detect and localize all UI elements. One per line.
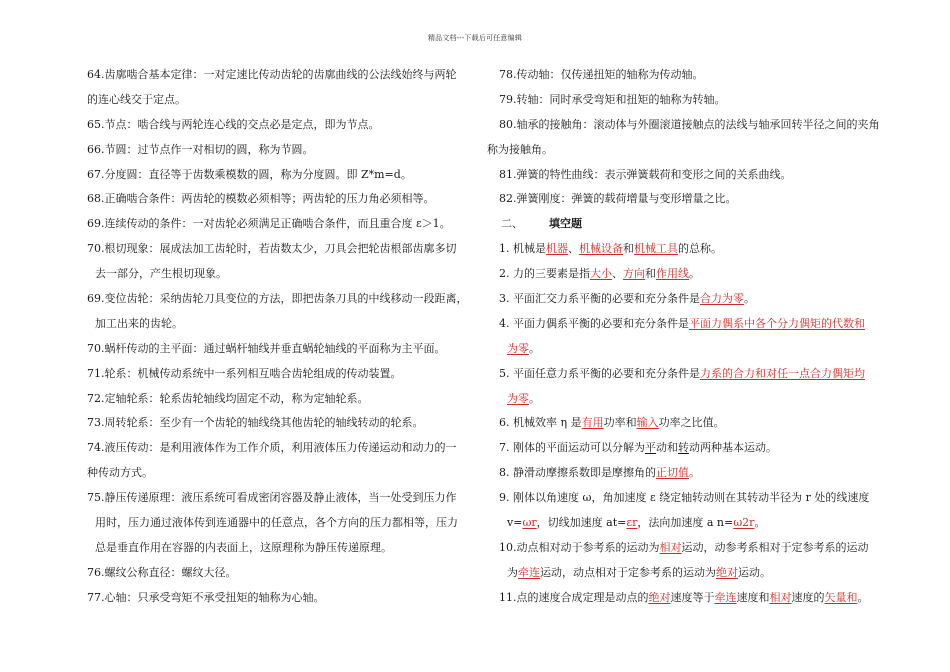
text-segment: 72.定轴轮系：轮系齿轮轴线均固定不动，称为定轴轮系。: [87, 391, 369, 405]
text-line: [87, 163, 472, 188]
text-line: [87, 362, 472, 387]
answer-blank: 有用: [581, 416, 604, 430]
answer-blank: 牵连: [714, 590, 737, 604]
text-line: [487, 411, 887, 436]
text-line: [87, 88, 472, 113]
text-line: [487, 362, 887, 387]
text-line: [487, 461, 887, 486]
text-line: [87, 337, 472, 362]
text-line: [487, 486, 887, 511]
text-segment: 速度和: [736, 590, 770, 604]
text-segment: 75.静压传递原理：液压系统可看成密闭容器及静止液体，当一处受到压力作: [87, 491, 457, 505]
text-segment: 10.动点相对动于参考系的运动为: [499, 540, 660, 554]
text-line: [87, 461, 472, 486]
right-column: [487, 63, 887, 611]
text-line: [87, 113, 472, 138]
text-segment: ，切线加速度 at=: [536, 516, 627, 530]
answer-blank: 正切值: [656, 466, 689, 480]
text-segment: 运动。: [738, 565, 771, 579]
answer-blank: 作用线: [656, 267, 689, 281]
text-segment: 。: [529, 391, 540, 405]
text-segment: 6. 机械效率 η 是: [499, 416, 582, 430]
text-segment: 的连心线交于定点。: [87, 92, 186, 106]
text-segment: 67.分度圆：直径等于齿数乘模数的圆，称为分度圆。即 Z*m=d。: [87, 167, 412, 181]
text-line: [87, 287, 472, 312]
text-line: [487, 436, 887, 461]
text-segment: 称为接触角。: [487, 142, 553, 156]
answer-blank: 绝对: [716, 565, 738, 579]
text-segment: 73.周转轮系：至少有一个齿轮的轴线绕其他齿轮的轴线转动的轮系。: [87, 416, 424, 430]
text-line: [487, 113, 887, 138]
text-line: [87, 237, 472, 262]
text-line: [87, 187, 472, 212]
text-line: [487, 536, 887, 561]
text-segment: 82.弹簧刚度：弹簧的载荷增量与变形增量之比。: [499, 192, 737, 206]
text-segment: 动和: [656, 441, 678, 455]
text-line: [487, 63, 887, 88]
text-segment: 9. 刚体以角速度 ω，角加速度 ε 绕定轴转动则在其转动半径为 r 处的线速度: [499, 491, 870, 505]
text-line: [87, 486, 472, 511]
answer-blank: 机械设备: [579, 242, 623, 256]
text-segment: 5. 平面任意力系平衡的必要和充分条件是: [499, 366, 700, 380]
text-segment: 3. 平面汇交力系平衡的必要和充分条件是: [499, 292, 700, 306]
text-segment: 用时，压力通过液体传到连通器中的任意点，各个方向的压力都相等，压力: [95, 516, 458, 530]
text-segment: 运动，动参考系相对于定参考系的运动: [681, 540, 869, 554]
text-segment: 和: [623, 242, 634, 256]
answer-blank: 方向: [623, 267, 645, 281]
text-line: [87, 561, 472, 586]
answer-blank: 牵连: [518, 565, 540, 579]
text-segment: 1. 机械是: [499, 242, 546, 256]
text-segment: v=: [507, 516, 523, 530]
text-segment: 速度等于: [670, 590, 715, 604]
text-line: [87, 511, 472, 536]
text-segment: 、: [568, 242, 579, 256]
text-segment: 70.根切现象：展成法加工齿轮时，若齿数太少，刀具会把轮齿根部齿廓多切: [87, 242, 457, 256]
text-segment: 。: [689, 267, 700, 281]
answer-blank: 力系的合力和对任一点合力偶矩均: [700, 366, 865, 380]
answer-blank: 相对: [659, 540, 682, 554]
text-segment: 4. 平面力偶系平衡的必要和充分条件是: [499, 316, 689, 330]
text-segment: 为: [507, 565, 518, 579]
text-line: [87, 411, 472, 436]
text-line: [487, 163, 887, 188]
text-segment: 68.正确啮合条件：两齿轮的模数必须相等；两齿轮的压力角必须相等。: [87, 192, 435, 206]
text-segment: 加工出来的齿轮。: [95, 316, 183, 330]
text-segment: 运动，动点相对于定参考系的运动为: [540, 565, 716, 579]
text-line: [87, 138, 472, 163]
section-title: 填空题: [549, 217, 582, 231]
text-segment: 功率之比值。: [658, 416, 725, 430]
text-segment: 总是垂直作用在容器的内表面上，这原理称为静压传递原理。: [95, 540, 392, 554]
answer-blank: ω2r: [733, 516, 755, 530]
text-line: [87, 586, 472, 611]
text-segment: 81.弹簧的特性曲线：表示弹簧载荷和变形之间的关系曲线。: [499, 167, 792, 181]
text-segment: 动两种基本运动。: [689, 441, 777, 455]
text-segment: 7. 刚体的平面运动可以分解为: [499, 441, 645, 455]
text-segment: 2. 力的三要素是指: [499, 267, 590, 281]
text-segment: 78.传动轴：仅传递扭矩的轴称为传动轴。: [499, 68, 704, 81]
text-segment: 的总称。: [678, 242, 722, 256]
text-line: [487, 337, 887, 362]
text-segment: 80.轴承的接触角：滚动体与外圈滚道接触点的法线与轴承回转半径之间的夹角: [499, 117, 880, 131]
text-line: [487, 586, 887, 611]
answer-blank: ωr: [522, 516, 537, 530]
text-segment: 。: [857, 590, 869, 604]
text-line: [487, 287, 887, 312]
text-segment: ，法向加速度 a n=: [637, 516, 734, 530]
answer-blank: 矢量和: [824, 590, 858, 604]
answer-blank: 相对: [769, 590, 792, 604]
text-line: [487, 187, 887, 212]
text-segment: 。: [744, 292, 755, 306]
text-line: [487, 387, 887, 412]
left-column: [87, 63, 472, 611]
text-line: [487, 138, 887, 163]
text-line: [87, 212, 472, 237]
text-segment: 。: [754, 516, 766, 530]
underlined-answer: 平: [645, 441, 656, 455]
answer-blank: 平面力偶系中各个分力偶矩的代数和: [689, 316, 865, 330]
text-line: [87, 387, 472, 412]
text-segment: 74.液压传动：是利用液体作为工作介质，利用液体压力传递运动和动力的一: [87, 441, 457, 455]
text-segment: 66.节圆：过节点作一对相切的圆，称为节圆。: [87, 142, 314, 156]
text-segment: 70.蜗杆传动的主平面：通过蜗杆轴线并垂直蜗轮轴线的平面称为主平面。: [87, 341, 446, 355]
answer-blank: 机械工具: [634, 242, 678, 256]
text-line: [87, 63, 472, 88]
text-segment: 8. 静滑动摩擦系数即是摩擦角的: [499, 466, 656, 480]
text-line: [87, 536, 472, 561]
answer-blank: 大小: [590, 267, 612, 281]
text-line: [487, 262, 887, 287]
text-line: [487, 237, 887, 262]
text-segment: 和: [645, 267, 656, 281]
answer-blank: 机器: [546, 242, 568, 256]
text-line: [87, 436, 472, 461]
text-segment: 64.齿廓啮合基本定律：一对定速比传动齿轮的齿廓曲线的公法线始终与两轮: [87, 68, 457, 81]
text-segment: 77.心轴：只承受弯矩不承受扭矩的轴称为心轴。: [87, 590, 325, 604]
text-segment: 79.转轴：同时承受弯矩和扭矩的轴称为转轴。: [499, 92, 726, 106]
text-segment: 71.轮系：机械传动系统中一系列相互啮合齿轮组成的传动装置。: [87, 366, 402, 380]
answer-blank: 为零: [507, 341, 529, 355]
text-segment: 、: [612, 267, 623, 281]
text-line: [487, 511, 887, 536]
text-segment: 。: [529, 341, 540, 355]
text-line: [487, 312, 887, 337]
text-line: [87, 312, 472, 337]
answer-blank: 绝对: [648, 590, 671, 604]
text-segment: 种传动方式。: [87, 466, 153, 480]
text-segment: 。: [689, 466, 700, 480]
answer-blank: 为零: [507, 391, 529, 405]
underlined-answer: 转: [678, 441, 689, 455]
answer-blank: 输入: [636, 416, 659, 430]
text-segment: 速度的: [791, 590, 825, 604]
answer-blank: 合力为零: [700, 292, 744, 306]
text-segment: 功率和: [603, 416, 637, 430]
page-header: 精品文档---下载后可任意编辑: [427, 34, 523, 42]
section-number: 二、: [501, 217, 523, 231]
text-segment: 76.螺纹公称直径：螺纹大径。: [87, 565, 237, 579]
text-segment: 去一部分，产生根切现象。: [95, 267, 227, 281]
text-line: [87, 262, 472, 287]
text-line: [487, 88, 887, 113]
text-segment: 11.点的速度合成定理是动点的: [499, 590, 649, 604]
text-segment: 69.连续传动的条件：一对齿轮必须满足正确啮合条件，而且重合度 ε＞1。: [87, 217, 451, 231]
text-line: [487, 561, 887, 586]
section-heading: [487, 212, 887, 237]
text-segment: 65.节点：啮合线与两轮连心线的交点必是定点，即为节点。: [87, 117, 380, 131]
answer-blank: εr: [626, 516, 638, 530]
text-segment: 69.变位齿轮：采纳齿轮刀具变位的方法，即把齿条刀具的中线移动一段距离，: [87, 292, 468, 306]
